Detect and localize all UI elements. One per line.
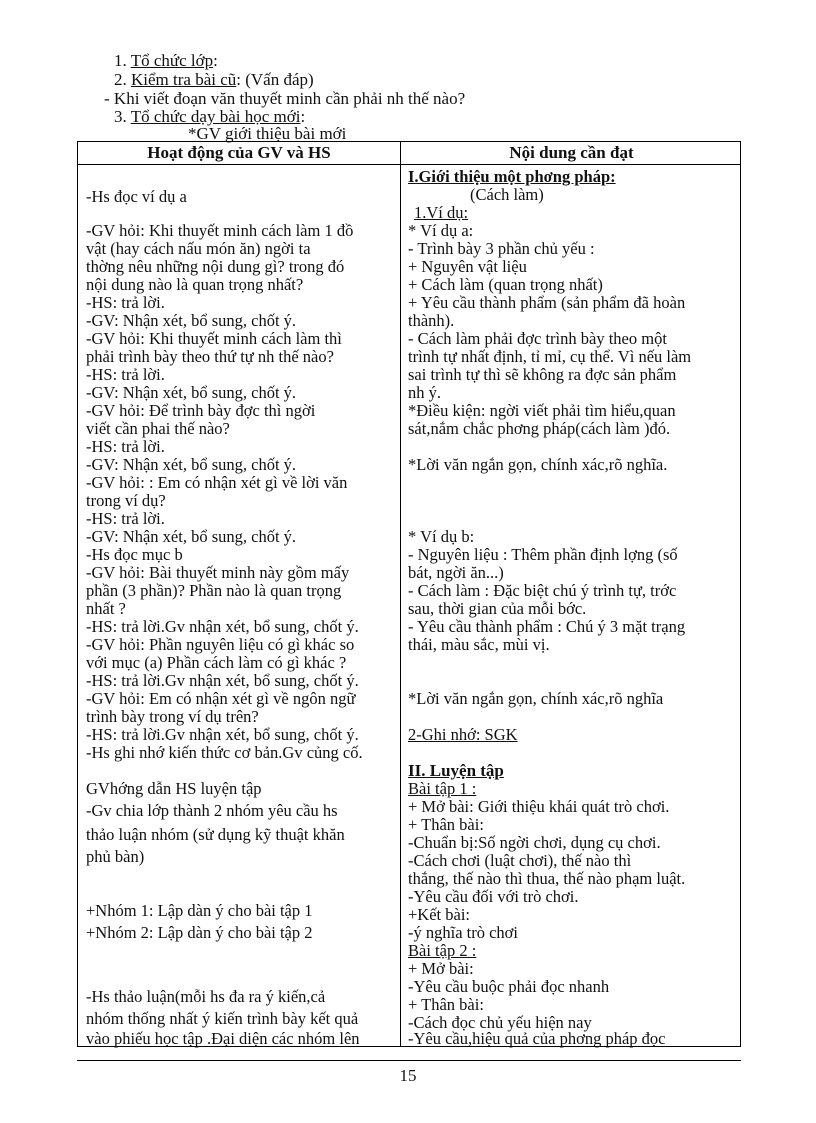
left-line: -GV hỏi: Khi thuyết minh cách làm thì xyxy=(86,329,342,348)
header-line-3 xyxy=(104,90,465,108)
right-line: - Yêu cầu thành phẩm : Chú ý 3 mặt trạng xyxy=(408,617,686,636)
right-line: - Cách làm : Đặc biệt chú ý trình tự, trớc xyxy=(408,581,677,600)
right-line: -ý nghĩa trò chơi xyxy=(408,923,518,942)
left-line: -HS: trả lời. xyxy=(86,365,165,384)
right-line: *Điều kiện: ngời viết phải tìm hiểu,quan xyxy=(408,401,676,420)
left-line: -Hs ghi nhớ kiến thức cơ bản.Gv củng cố. xyxy=(86,743,363,762)
lesson-table xyxy=(77,141,741,1047)
right-line: + Mở bài: Giới thiệu khái quát trò chơi. xyxy=(408,797,670,816)
right-line: + Yêu cầu thành phẩm (sản phẩm đã hoàn xyxy=(408,293,686,312)
header-line-2-suffix: : (Vấn đáp) xyxy=(236,70,314,89)
footer-rule xyxy=(77,1060,741,1061)
left-line: phủ bàn) xyxy=(86,847,145,866)
right-line: nh ý. xyxy=(408,383,441,402)
right-line: sau, thời gian của mỗi bớc. xyxy=(408,599,587,618)
left-line: vật (hay cách nấu món ăn) ngời ta xyxy=(86,239,311,258)
right-line: + Cách làm (quan trọng nhất) xyxy=(408,275,603,294)
right-line: + Thân bài: xyxy=(408,995,484,1014)
right-line: 2-Ghi nhớ: SGK xyxy=(408,725,518,744)
right-line: + Thân bài: xyxy=(408,815,484,834)
left-line: -Hs đọc ví dụ a xyxy=(86,187,187,206)
header-line-2 xyxy=(114,71,314,89)
right-line: 1.Ví dụ: xyxy=(414,203,469,222)
header-line-3-text: - Khi viết đoạn văn thuyết minh cần phải nh thế nào? xyxy=(104,89,466,108)
right-line: - Cách làm phải đợc trình bày theo một xyxy=(408,329,667,348)
left-line: trong ví dụ? xyxy=(86,491,166,510)
header-line-4-underlined: Tổ chức dạy bài học mới xyxy=(130,107,301,126)
right-line-section-title: II. Luyện tập xyxy=(408,761,504,780)
header-line-1-prefix: 1. xyxy=(114,51,131,70)
left-line: thờng nêu những nội dung gì? trong đó xyxy=(86,257,345,276)
right-line: -Yêu cầu buộc phải đọc nhanh xyxy=(408,977,610,996)
left-line: -HS: trả lời.Gv nhận xét, bổ sung, chốt ý. xyxy=(86,617,359,636)
right-line-section-title: I.Giới thiệu một phơng pháp: xyxy=(408,167,616,186)
left-line: -HS: trả lời. xyxy=(86,509,165,528)
header-line-1-underlined: Tổ chức lớp xyxy=(130,51,214,70)
right-line: bát, ngời ăn...) xyxy=(408,563,504,582)
left-line: -GV: Nhận xét, bổ sung, chốt ý. xyxy=(86,455,297,474)
left-line: -Hs thảo luận(mỗi hs đa ra ý kiến,cả xyxy=(86,987,326,1006)
right-line: trình tự nhất định, tỉ mỉ, cụ thể. Vì nếu làm xyxy=(408,347,692,366)
left-line: với mục (a) Phần cách làm có gì khác ? xyxy=(86,653,347,672)
left-line: -GV hỏi: Bài thuyết minh này gồm mấy xyxy=(86,563,350,582)
header-line-2-underlined: Kiểm tra bài cũ xyxy=(131,70,237,89)
right-line: + Nguyên vật liệu xyxy=(408,257,527,276)
left-line: thảo luận nhóm (sử dụng kỹ thuật khăn xyxy=(86,825,345,844)
left-line: viết cần phai thế nào? xyxy=(86,419,230,438)
left-line: -GV hỏi: Khi thuyết minh cách làm 1 đồ xyxy=(86,221,354,240)
left-line: +Nhóm 2: Lập dàn ý cho bài tập 2 xyxy=(86,923,313,942)
right-line: Bài tập 1 : xyxy=(408,779,477,798)
header-line-1 xyxy=(114,52,218,70)
right-line: + Mở bài: xyxy=(408,959,474,978)
left-line: -HS: trả lời.Gv nhận xét, bổ sung, chốt ý. xyxy=(86,725,359,744)
right-line: -Cách chơi (luật chơi), thế nào thì xyxy=(408,851,632,870)
right-line: +Kết bài: xyxy=(408,905,470,924)
left-line: -HS: trả lời.Gv nhận xét, bổ sung, chốt ý. xyxy=(86,671,359,690)
right-line: Bài tập 2 : xyxy=(408,941,477,960)
left-line: -GV: Nhận xét, bổ sung, chốt ý. xyxy=(86,311,297,330)
left-line: -GV hỏi: Em có nhận xét gì về ngôn ngữ xyxy=(86,689,356,708)
right-line: - Trình bày 3 phần chủ yếu : xyxy=(408,239,595,258)
right-line: thành). xyxy=(408,311,455,330)
left-line: -GV: Nhận xét, bổ sung, chốt ý. xyxy=(86,527,297,546)
page-number: 15 xyxy=(399,1066,417,1085)
left-line: -HS: trả lời. xyxy=(86,437,165,456)
right-line: * Ví dụ b: xyxy=(408,527,475,546)
left-line: trình bày trong ví dụ trên? xyxy=(86,707,259,726)
left-line: -GV: Nhận xét, bổ sung, chốt ý. xyxy=(86,383,297,402)
right-line: (Cách làm) xyxy=(470,185,544,204)
right-line: sát,nắm chắc phơng pháp(cách làm )đó. xyxy=(408,419,671,438)
left-line: nhóm thống nhất ý kiến trình bày kết quả xyxy=(86,1009,359,1028)
right-line: thắng, thế nào thì thua, thế nào phạm luật. xyxy=(408,869,686,888)
left-line: -HS: trả lời. xyxy=(86,293,165,312)
left-line: phải trình bày theo thứ tự nh thế nào? xyxy=(86,347,334,366)
column-header-content: Nội dung cần đạt xyxy=(509,143,634,162)
right-line: -Yêu cầu,hiệu quả của phơng pháp đọc xyxy=(408,1029,666,1048)
right-line: -Chuẩn bị:Số ngời chơi, dụng cụ chơi. xyxy=(408,833,661,852)
right-line: * Ví dụ a: xyxy=(408,221,474,240)
header-line-2-prefix: 2. xyxy=(114,70,131,89)
header-line-4-suffix: : xyxy=(300,107,306,126)
right-line: -Yêu cầu đối với trò chơi. xyxy=(408,887,579,906)
left-line: -GV hỏi: Để trình bày đợc thì ngời xyxy=(86,401,316,420)
left-line: nội dung nào là quan trọng nhất? xyxy=(86,275,304,294)
right-line: -Cách đọc chủ yếu hiện nay xyxy=(408,1013,592,1032)
right-line: - Nguyên liệu : Thêm phần định lợng (số xyxy=(408,545,678,564)
left-line: nhất ? xyxy=(86,599,126,618)
left-line: -Hs đọc mục b xyxy=(86,545,183,564)
right-line: sai trình tự thì sẽ không ra đợc sản phẩm xyxy=(408,365,677,384)
header-row-divider xyxy=(78,164,740,165)
left-line: +Nhóm 1: Lập dàn ý cho bài tập 1 xyxy=(86,901,313,920)
left-line: GVhớng dẫn HS luyện tập xyxy=(86,779,262,798)
left-line: -Gv chia lớp thành 2 nhóm yêu cầu hs xyxy=(86,801,338,820)
right-line: *Lời văn ngắn gọn, chính xác,rõ nghĩa. xyxy=(408,455,668,474)
header-line-1-suffix: : xyxy=(213,51,218,70)
left-line: phần (3 phần)? Phần nào là quan trọng xyxy=(86,581,342,600)
column-header-activities: Hoạt động của GV và HS xyxy=(147,143,331,162)
header-line-5-text: *GV giới thiệu bài mới xyxy=(188,124,347,143)
left-line: -GV hỏi: : Em có nhận xét gì về lời văn xyxy=(86,473,348,492)
header-line-4-prefix: 3. xyxy=(114,107,131,126)
column-divider xyxy=(400,142,401,1046)
right-line: *Lời văn ngắn gọn, chính xác,rõ nghĩa xyxy=(408,689,664,708)
left-line: vào phiếu học tập .Đại diện các nhóm lên xyxy=(86,1029,360,1048)
right-line: thái, màu sắc, mùi vị. xyxy=(408,635,550,654)
left-line: -GV hỏi: Phần nguyên liệu có gì khác so xyxy=(86,635,355,654)
